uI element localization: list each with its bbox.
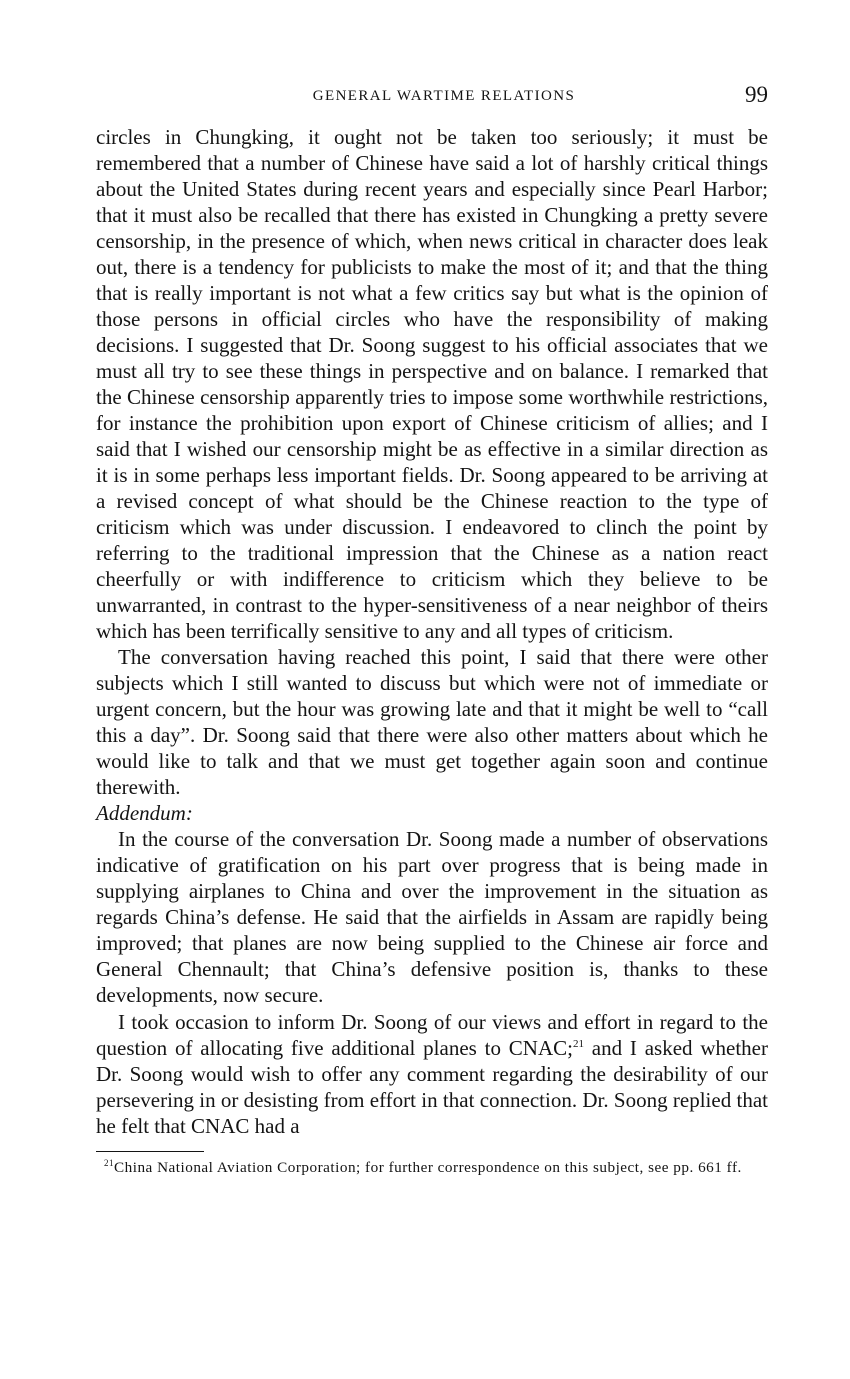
paragraph-conversation-end: The conversation having reached this point, I said that there were other subjects which I still wanted to discuss but which were not of immediate or urgent concern, but the hour was growing late and that it might be well to “call this a day”. Dr. Soong said that there were also other matters about which he would like to talk and that we must get together again soon and continue therewith. (96, 645, 768, 799)
paragraph-addendum: In the course of the conversation Dr. Soong made a number of observations indicative of gratification on his part over progress that is being made in supplying airplanes to China and over the improvement in the situation as regards China’s defense. He said that the airfields in Assam are rapidly being improved; that planes are now being supplied to the Chinese air force and General Chennault; that China’s defensive position is, thanks to these developments, now secure. (96, 827, 768, 1007)
footnote-reference[interactable]: 21 (572, 1038, 584, 1050)
running-head (96, 82, 768, 112)
paragraph-continued: circles in Chungking, it ought not be taken too seriously; it must be remembered that a number of Chinese have said a lot of harshly critical things about the United States during recent years and especially since Pearl Harbor; that it must also be recalled that there has existed in Chungking a pretty severe censorship, in the presence of which, when news critical in character does leak out, there is a tendency for publicists to make the most of it; and that the thing that is really important is not what a few critics say but what is the opinion of those persons in official circles who have the responsibility of making decisions. I suggested that Dr. Soong suggest to his official associates that we must all try to see these things in perspective and on balance. I remarked that the Chinese censorship apparently tries to impose some worthwhile restrictions, for instance the prohibition upon export of Chinese criticism of allies; and I said that I wished our censorship might be as effective in a similar direction as it is in some perhaps less important fields. Dr. Soong appeared to be arriving at a revised concept of what should be the Chinese reaction to the type of criticism which was under discussion. I endeavored to clinch the point by referring to the traditional impression that the Chinese as a nation react cheerfully or with indifference to criticism which they believe to be unwarranted, in contrast to the hyper-sensitiveness of a near neighbor of theirs which has been terrifically sensitive to any and all types of criticism. (96, 125, 768, 643)
paragraph-cnac-text: I took occasion to inform Dr. Soong of our views and effort in regard to the question of allocating five additional planes to CNAC; (96, 1010, 768, 1060)
footnote-divider (96, 1151, 204, 1152)
addendum-heading: Addendum: (96, 801, 193, 825)
footnote (96, 1158, 768, 1177)
page-number: 99 (745, 82, 768, 107)
body-text (96, 124, 768, 1139)
running-title: GENERAL WARTIME RELATIONS (312, 88, 576, 104)
page (96, 82, 768, 1177)
paragraph-cnac-text-cont: and I asked whether Dr. Soong would wish to offer any comment regarding the desirability of our persevering in or desisting from effort in that connection. Dr. Soong replied that he felt that CNAC had a (96, 1036, 768, 1138)
footnote-text: China National Aviation Corporation; for further correspondence on this subject, see pp. 661 ff. (114, 1159, 742, 1176)
footnote-number: 21 (104, 1157, 114, 1168)
paragraph-cnac (96, 1009, 768, 1139)
